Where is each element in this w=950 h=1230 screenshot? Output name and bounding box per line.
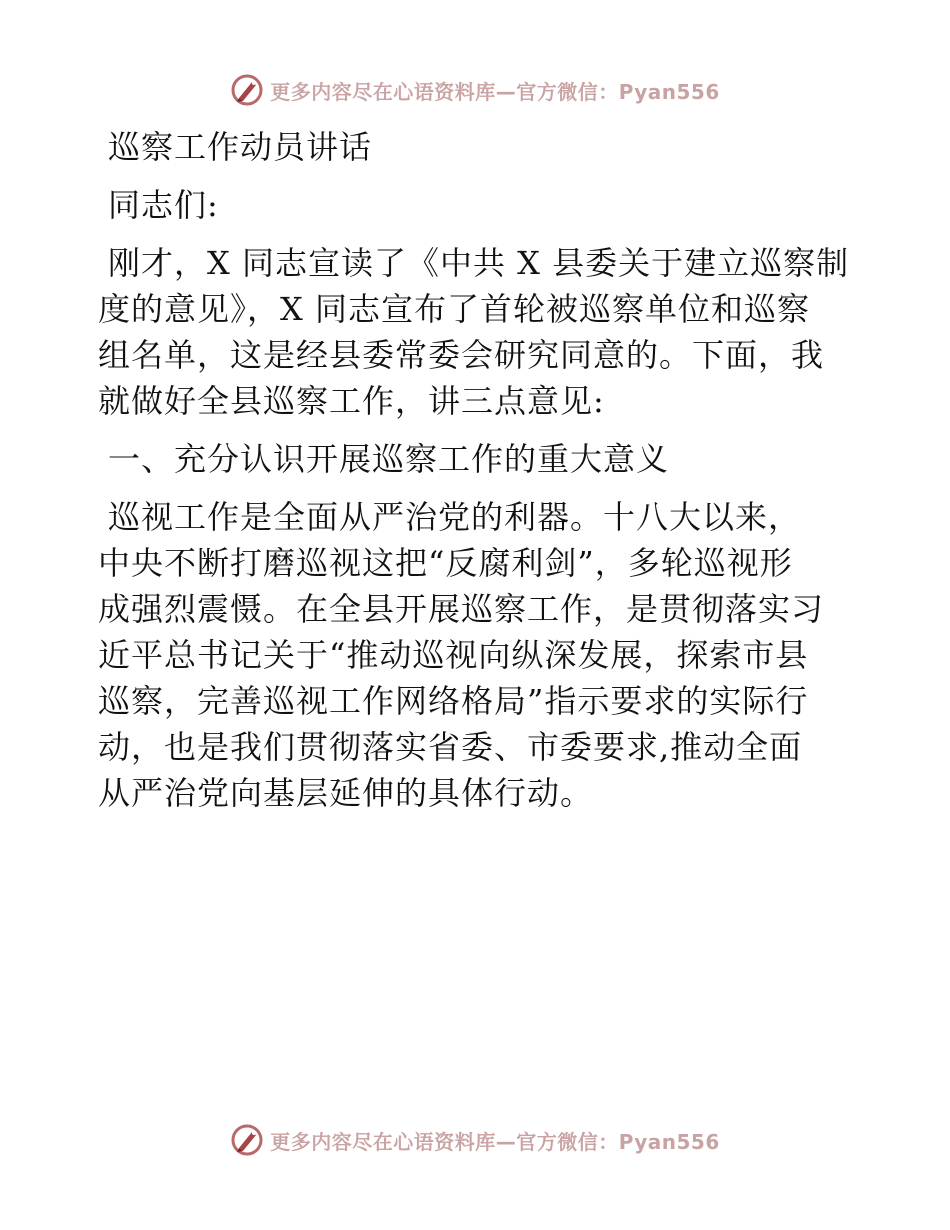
watermark-header [0,70,950,110]
paragraph-2 [98,494,850,816]
pen-circle-logo-icon [230,73,264,107]
paragraph-line: 中央不断打磨巡视这把“反腐利剑”，多轮巡视形 [98,544,793,582]
watermark-footer [0,1120,950,1160]
paragraph-line: 动，也是我们贯彻落实省委、市委要求,推动全面 [98,728,803,766]
paragraph-line: 巡视工作是全面从严治党的利器。十八大以来， [108,498,802,536]
section-heading-1: 一、充分认识开展巡察工作的重大意义 [108,440,670,478]
document-body [98,124,850,816]
pen-circle-logo-icon [230,1123,264,1157]
paragraph-line: 成强烈震慑。在全县开展巡察工作，是贯彻落实习 [98,590,825,628]
paragraph-line: 从严治党向基层延伸的具体行动。 [98,774,594,812]
paragraph-line: 刚才，X 同志宣读了《中共 X 县委关于建立巡察制 [108,244,850,282]
paragraph-line: 近平总书记关于“推动巡视向纵深发展，探索市县 [98,636,809,674]
paragraph-line: 组名单，这是经县委常委会研究同意的。下面，我 [98,336,825,374]
paragraph-line: 就做好全县巡察工作，讲三点意见: [98,382,605,420]
paragraph-line: 度的意见》，X 同志宣布了首轮被巡察单位和巡察 [98,290,810,328]
paragraph-line: 巡察，完善巡视工作网络格局”指示要求的实际行 [98,682,809,720]
watermark-text: 更多内容尽在心语资料库—官方微信：Pyan556 [270,1129,720,1154]
watermark-text: 更多内容尽在心语资料库—官方微信：Pyan556 [270,79,720,104]
document-title: 巡察工作动员讲话 [108,128,373,166]
salutation: 同志们: [108,186,219,224]
paragraph-1 [98,240,850,424]
